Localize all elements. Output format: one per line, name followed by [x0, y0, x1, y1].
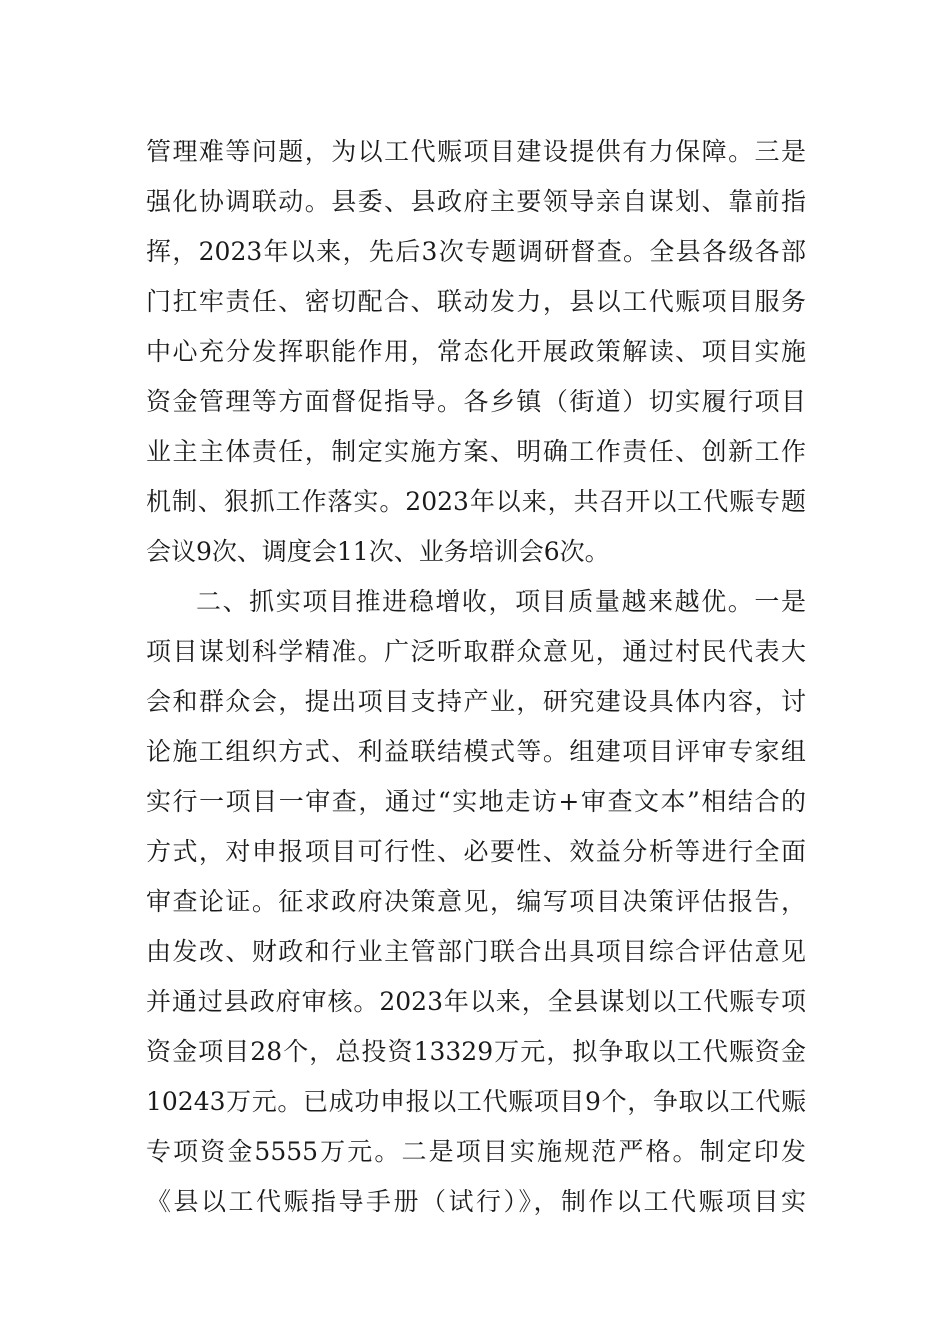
text-line: 业主主体责任，制定实施方案、明确工作责任、创新工作 [146, 437, 806, 466]
text-line: 并通过县政府审核。2023年以来，全县谋划以工代赈专项 [146, 987, 806, 1016]
text-line: 由发改、财政和行业主管部门联合出具项目综合评估意见 [146, 937, 806, 966]
text-line: 机制、狠抓工作落实。2023年以来，共召开以工代赈专题 [146, 487, 806, 516]
text-line: 中心充分发挥职能作用，常态化开展政策解读、项目实施 [146, 337, 806, 366]
text-line: 审查论证。征求政府决策意见，编写项目决策评估报告， [146, 887, 806, 916]
text-line: 《县以工代赈指导手册（试行）》，制作以工代赈项目实 [146, 1187, 806, 1216]
text-line: 10243万元。已成功申报以工代赈项目9个，争取以工代赈 [146, 1087, 806, 1116]
text-line: 实行一项目一审查，通过“实地走访+审查文本”相结合的 [146, 787, 806, 816]
text-line: 挥，2023年以来，先后3次专题调研督查。全县各级各部 [146, 237, 806, 266]
text-line: 管理难等问题，为以工代赈项目建设提供有力保障。三是 [146, 137, 806, 166]
text-line: 强化协调联动。县委、县政府主要领导亲自谋划、靠前指 [146, 187, 806, 216]
text-line: 方式，对申报项目可行性、必要性、效益分析等进行全面 [146, 837, 806, 866]
paragraph-heading-line: 二、抓实项目推进稳增收，项目质量越来越优。一是 [196, 587, 806, 616]
text-line: 项目谋划科学精准。广泛听取群众意见，通过村民代表大 [146, 637, 806, 666]
text-line: 专项资金5555万元。二是项目实施规范严格。制定印发 [146, 1137, 806, 1166]
text-line: 门扛牢责任、密切配合、联动发力，县以工代赈项目服务 [146, 287, 806, 316]
text-line: 资金管理等方面督促指导。各乡镇（街道）切实履行项目 [146, 387, 806, 416]
text-line: 会和群众会，提出项目支持产业，研究建设具体内容，讨 [146, 687, 806, 716]
text-line: 资金项目28个，总投资13329万元，拟争取以工代赈资金 [146, 1037, 806, 1066]
text-line: 论施工组织方式、利益联结模式等。组建项目评审专家组 [146, 737, 806, 766]
text-line: 会议9次、调度会11次、业务培训会6次。 [146, 537, 610, 566]
